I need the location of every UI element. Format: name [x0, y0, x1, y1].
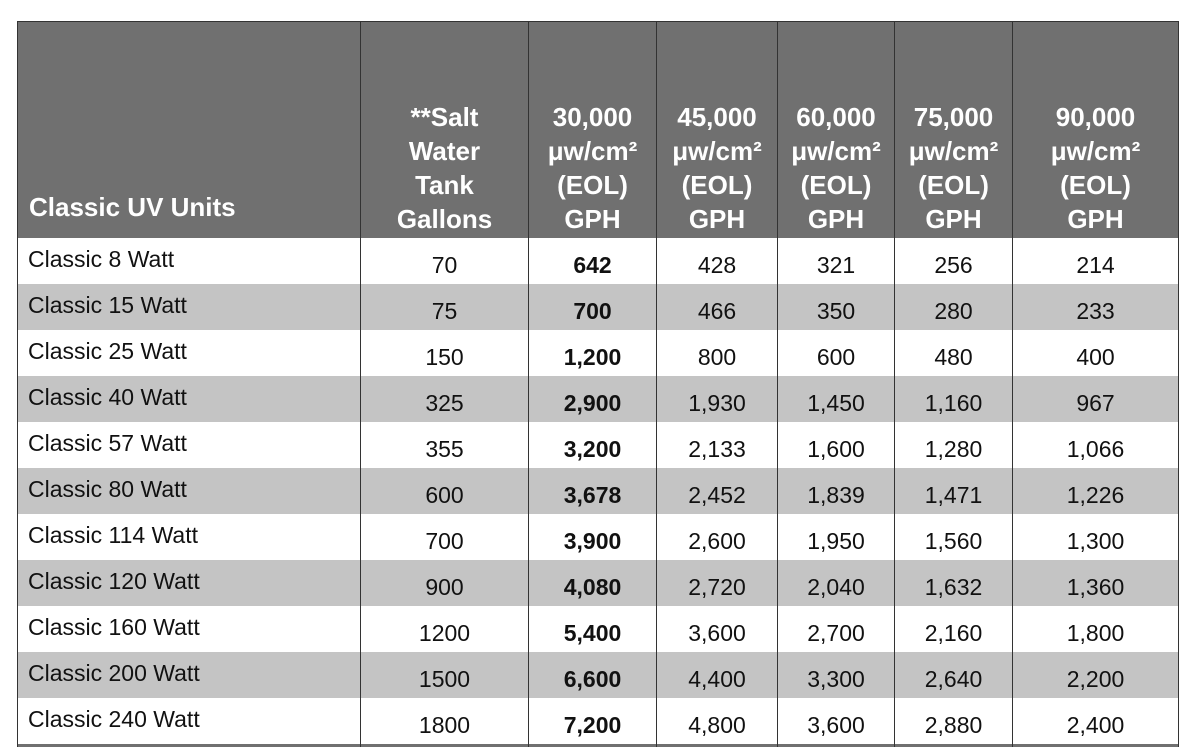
- table-row: [18, 330, 1179, 376]
- header-line: (EOL): [557, 170, 628, 200]
- value-cell: 150: [361, 330, 529, 376]
- header-line: (EOL): [918, 170, 989, 200]
- value-cell: 3,600: [657, 606, 778, 652]
- header-line: 60,000: [796, 102, 876, 132]
- header-line: Water: [408, 136, 481, 166]
- unit-name-cell: Classic 57 Watt: [18, 422, 361, 468]
- value-cell: 1,226: [1013, 468, 1179, 514]
- value-cell: 2,720: [657, 560, 778, 606]
- unit-name-cell: Classic 114 Watt: [18, 514, 361, 560]
- table-row: [18, 284, 1179, 330]
- value-cell: 1800: [361, 698, 529, 744]
- header-line: GPH: [564, 204, 621, 234]
- value-cell: 2,400: [1013, 698, 1179, 744]
- value-cell: 2,040: [778, 560, 895, 606]
- value-cell: 1,280: [895, 422, 1013, 468]
- header-60000-gph: [778, 22, 895, 239]
- value-cell: 5,400: [529, 606, 657, 652]
- header-line: GPH: [925, 204, 982, 234]
- header-line: 90,000: [1055, 102, 1136, 132]
- header-45000-gph: [657, 22, 778, 239]
- header-line: GPH: [688, 204, 746, 234]
- value-cell: 1,450: [778, 376, 895, 422]
- value-cell: 233: [1013, 284, 1179, 330]
- header-salt-water-tank-gallons: [361, 22, 529, 239]
- header-line: μw/cm²: [1050, 136, 1141, 166]
- header-90000-gph: [1013, 22, 1179, 239]
- unit-name-cell: Classic 160 Watt: [18, 606, 361, 652]
- value-cell: 1,160: [895, 376, 1013, 422]
- value-cell: 800: [657, 330, 778, 376]
- unit-name-cell: Classic 80 Watt: [18, 468, 361, 514]
- value-cell: 3,900: [529, 514, 657, 560]
- header-line: μw/cm²: [672, 136, 762, 166]
- header-line: Tank: [415, 170, 474, 200]
- header-line: μw/cm²: [908, 136, 999, 166]
- value-cell: 3,678: [529, 468, 657, 514]
- table-row: [18, 468, 1179, 514]
- header-75000-gph: [895, 22, 1013, 239]
- value-cell: 7,200: [529, 698, 657, 744]
- header-line: (EOL): [681, 170, 753, 200]
- value-cell: 2,640: [895, 652, 1013, 698]
- table-row: [18, 514, 1179, 560]
- unit-name-cell: Classic 240 Watt: [18, 698, 361, 744]
- unit-name-cell: Classic 120 Watt: [18, 560, 361, 606]
- value-cell: 355: [361, 422, 529, 468]
- value-cell: 2,880: [895, 698, 1013, 744]
- value-cell: 480: [895, 330, 1013, 376]
- value-cell: 2,700: [778, 606, 895, 652]
- value-cell: 900: [361, 560, 529, 606]
- header-line: GPH: [807, 204, 865, 234]
- unit-name-cell: Classic 8 Watt: [18, 238, 361, 284]
- table-row: [18, 606, 1179, 652]
- value-cell: 1,800: [1013, 606, 1179, 652]
- value-cell: 1,632: [895, 560, 1013, 606]
- table-header: [18, 22, 1179, 239]
- table-row: [18, 376, 1179, 422]
- unit-name-cell: Classic 15 Watt: [18, 284, 361, 330]
- value-cell: 700: [529, 284, 657, 330]
- value-cell: 3,600: [778, 698, 895, 744]
- unit-name-cell: Classic 40 Watt: [18, 376, 361, 422]
- header-line: GPH: [1067, 204, 1124, 234]
- value-cell: 2,900: [529, 376, 657, 422]
- value-cell: 1,930: [657, 376, 778, 422]
- value-cell: 6,600: [529, 652, 657, 698]
- table-row: [18, 698, 1179, 744]
- header-line: 45,000: [677, 102, 757, 132]
- table-row: [18, 652, 1179, 698]
- table-row: [18, 560, 1179, 606]
- header-line: (EOL): [800, 170, 872, 200]
- header-line: Classic UV Units: [29, 192, 236, 222]
- value-cell: 2,200: [1013, 652, 1179, 698]
- value-cell: 2,133: [657, 422, 778, 468]
- value-cell: 2,160: [895, 606, 1013, 652]
- header-line: Gallons: [396, 204, 493, 234]
- table-row: [18, 422, 1179, 468]
- header-line: (EOL): [1060, 170, 1131, 200]
- table-body: [18, 238, 1179, 744]
- header-30000-gph: [529, 22, 657, 239]
- header-line: **Salt: [410, 102, 479, 132]
- unit-name-cell: Classic 25 Watt: [18, 330, 361, 376]
- value-cell: 700: [361, 514, 529, 560]
- value-cell: 325: [361, 376, 529, 422]
- value-cell: 2,452: [657, 468, 778, 514]
- value-cell: 75: [361, 284, 529, 330]
- value-cell: 70: [361, 238, 529, 284]
- value-cell: 428: [657, 238, 778, 284]
- value-cell: 1,471: [895, 468, 1013, 514]
- value-cell: 214: [1013, 238, 1179, 284]
- value-cell: 1,839: [778, 468, 895, 514]
- header-classic-uv-units: [18, 22, 361, 239]
- header-line: 75,000: [913, 102, 994, 132]
- value-cell: 2,600: [657, 514, 778, 560]
- value-cell: 4,400: [657, 652, 778, 698]
- value-cell: 1,950: [778, 514, 895, 560]
- value-cell: 1,300: [1013, 514, 1179, 560]
- classic-uv-units-table: [17, 21, 1179, 747]
- value-cell: 642: [529, 238, 657, 284]
- value-cell: 1,200: [529, 330, 657, 376]
- header-line: μw/cm²: [547, 136, 638, 166]
- header-row: [18, 22, 1179, 239]
- value-cell: 3,300: [778, 652, 895, 698]
- value-cell: 1,560: [895, 514, 1013, 560]
- value-cell: 256: [895, 238, 1013, 284]
- table-row: [18, 238, 1179, 284]
- header-line: 30,000: [552, 102, 633, 132]
- value-cell: 600: [778, 330, 895, 376]
- value-cell: 4,080: [529, 560, 657, 606]
- value-cell: 3,200: [529, 422, 657, 468]
- value-cell: 350: [778, 284, 895, 330]
- value-cell: 1,066: [1013, 422, 1179, 468]
- unit-name-cell: Classic 200 Watt: [18, 652, 361, 698]
- value-cell: 4,800: [657, 698, 778, 744]
- value-cell: 967: [1013, 376, 1179, 422]
- value-cell: 1200: [361, 606, 529, 652]
- value-cell: 466: [657, 284, 778, 330]
- value-cell: 1,600: [778, 422, 895, 468]
- value-cell: 400: [1013, 330, 1179, 376]
- value-cell: 600: [361, 468, 529, 514]
- value-cell: 1,360: [1013, 560, 1179, 606]
- value-cell: 1500: [361, 652, 529, 698]
- header-line: μw/cm²: [791, 136, 881, 166]
- value-cell: 321: [778, 238, 895, 284]
- value-cell: 280: [895, 284, 1013, 330]
